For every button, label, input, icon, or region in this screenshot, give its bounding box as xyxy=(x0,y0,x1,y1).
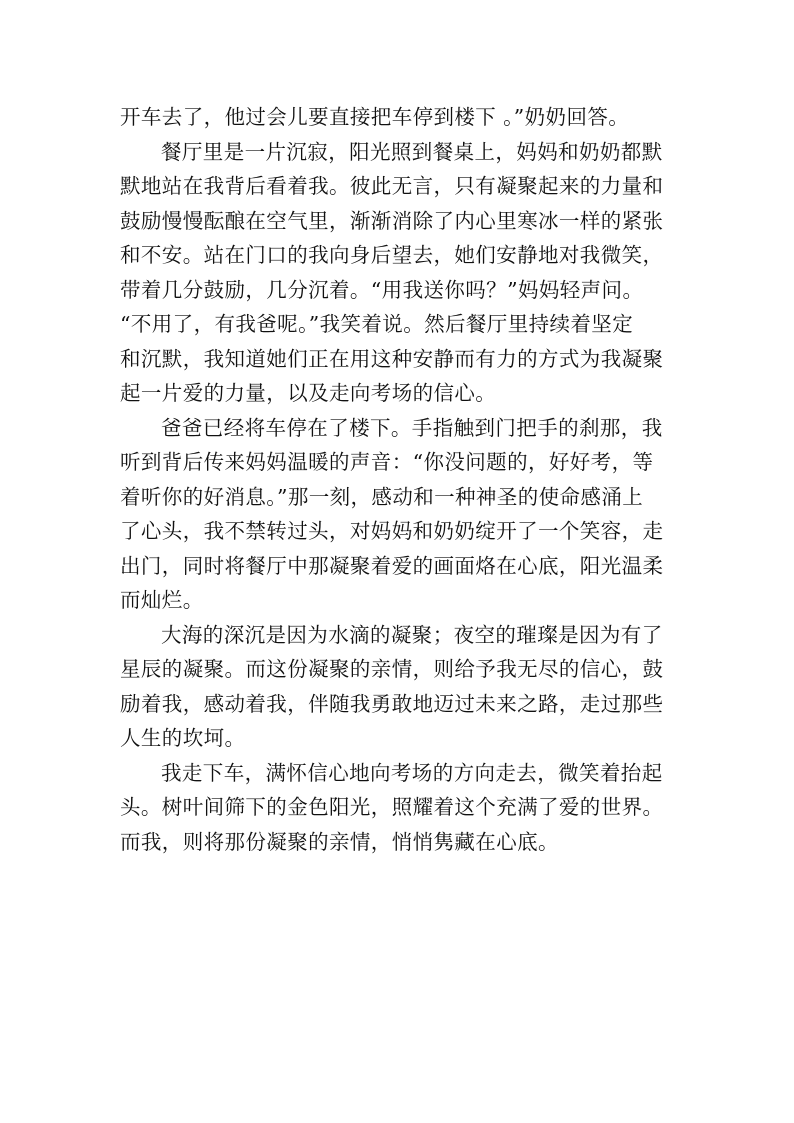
paragraph-5 xyxy=(120,756,690,860)
text-line: “不用了，有我爸呢。”我笑着说。然后餐厅里持续着坚定 xyxy=(120,312,634,336)
text-line: 星辰的凝聚。而这份凝聚的亲情，则给予我无尽的信心，鼓 xyxy=(120,657,664,681)
paragraph-1 xyxy=(120,100,690,135)
text-line: 和沉默，我知道她们正在用这种安静而有力的方式为我凝聚 xyxy=(120,346,664,371)
text-line: 餐厅里是一片沉寂，阳光照到餐桌上，妈妈和奶奶都默 xyxy=(161,139,663,164)
text-line: 默地站在我背后看着我。彼此无言，只有凝聚起来的力量和 xyxy=(120,174,664,198)
text-line: 人生的坎坷。 xyxy=(120,726,246,750)
text-line: 起一片爱的力量，以及走向考场的信心。 xyxy=(120,381,497,405)
text-line: 了心头，我不禁转过头，对妈妈和奶奶绽开了一个笑容，走 xyxy=(120,519,664,543)
text-line: 鼓励慢慢酝酿在空气里，渐渐消除了内心里寒冰一样的紧张 xyxy=(120,208,664,233)
text-line: 爸爸已经将车停在了楼下。手指触到门把手的刹那，我 xyxy=(161,415,663,440)
text-line: 出门，同时将餐厅中那凝聚着爱的画面烙在心底，阳光温柔 xyxy=(120,553,664,578)
text-line: 我走下车，满怀信心地向考场的方向走去，微笑着抬起 xyxy=(161,760,663,785)
document-body xyxy=(120,100,690,859)
text-line: 开车去了，他过会儿要直接把车停到楼下 。”奶奶回答。 xyxy=(120,105,630,129)
paragraph-3 xyxy=(120,411,690,618)
text-line: 而我，则将那份凝聚的亲情，悄悄隽藏在心底。 xyxy=(120,829,559,854)
text-line: 而灿烂。 xyxy=(120,588,204,612)
text-line: 带着几分鼓励，几分沉着。“用我送你吗？”妈妈轻声问。 xyxy=(120,277,644,302)
paragraph-4 xyxy=(120,618,690,756)
paragraph-2 xyxy=(120,135,690,411)
text-line: 大海的深沉是因为水滴的凝聚；夜空的璀璨是因为有了 xyxy=(161,622,663,647)
text-line: 听到背后传来妈妈温暖的声音：“你没问题的，好好考，等 xyxy=(120,450,654,474)
text-line: 励着我，感动着我，伴随我勇敢地迈过未来之路，走过那些 xyxy=(120,691,664,716)
text-line: 着听你的好消息。”那一刻，感动和一种神圣的使命感涌上 xyxy=(120,484,644,509)
text-line: 头。树叶间筛下的金色阳光，照耀着这个充满了爱的世界。 xyxy=(120,795,664,819)
text-line: 和不安。站在门口的我向身后望去，她们安静地对我微笑， xyxy=(120,243,664,267)
